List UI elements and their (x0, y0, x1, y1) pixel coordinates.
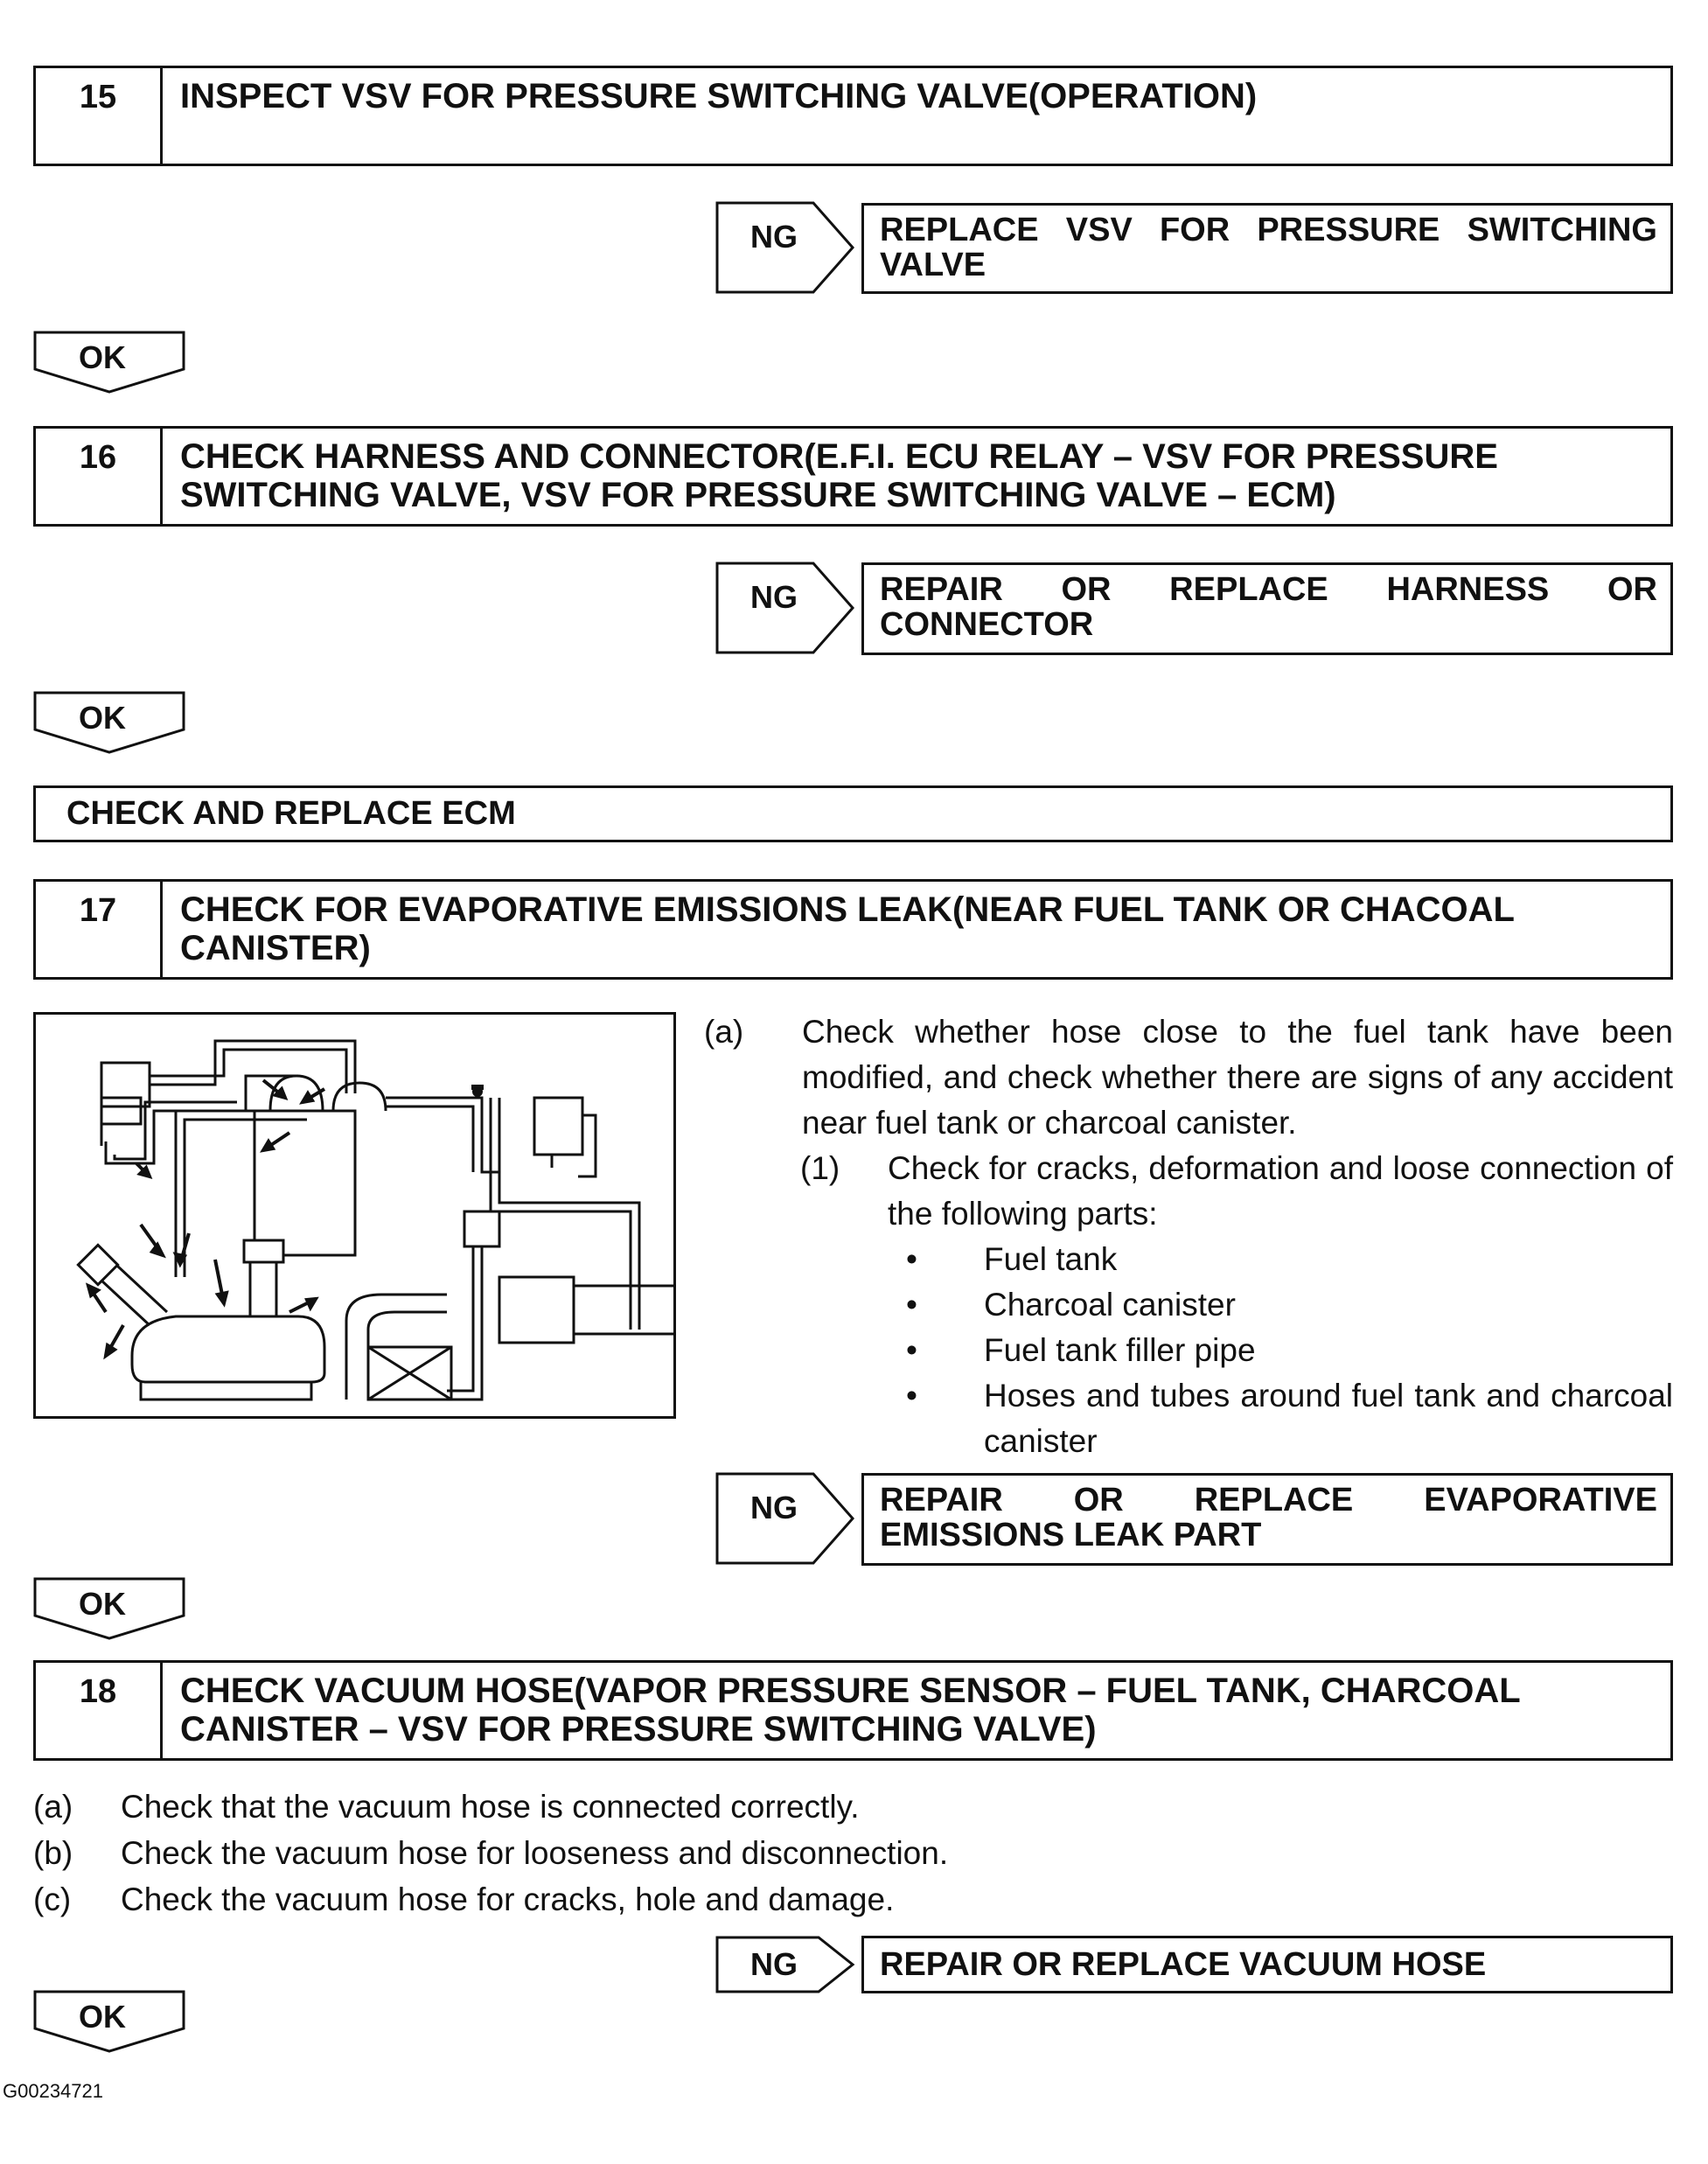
step-number: 17 (36, 882, 163, 977)
evap-system-diagram (33, 1012, 676, 1419)
step-17-header (33, 879, 1673, 980)
step-18-header (33, 1660, 1673, 1761)
step-number: 16 (36, 429, 163, 524)
figure-code: G00234721 (3, 2080, 103, 2102)
ok-label: OK (79, 1999, 126, 2035)
item-label: (b) (33, 1835, 73, 1871)
step17-item-a (704, 1009, 1673, 1149)
bullet-text: Fuel tank (984, 1241, 1118, 1277)
bullet-char: • (906, 1378, 917, 1414)
ok-label: OK (79, 700, 126, 736)
item-text: Check whether hose close to the fuel tank have been modified, and check whether there are signs of any accident near fuel tank or charcoal canister. (802, 1014, 1673, 1141)
ok-label: OK (79, 1586, 126, 1622)
step18-item-b (33, 1831, 1170, 1876)
ng-label: NG (750, 219, 798, 255)
step-title: INSPECT VSV FOR PRESSURE SWITCHING VALVE(OPERATION) (180, 77, 1258, 115)
subitem-label: (1) (800, 1150, 840, 1186)
step-number: 18 (36, 1663, 163, 1758)
ng-marker (715, 1936, 855, 1993)
subitem-text: Check for cracks, deformation and loose connection of the following parts: (888, 1150, 1673, 1232)
ng-label: NG (750, 1946, 798, 1982)
bullet-char: • (906, 1287, 917, 1323)
item-text: Check the vacuum hose for cracks, hole and damage. (121, 1881, 895, 1917)
bullet-text: Hoses and tubes around fuel tank and charcoal canister (984, 1378, 1673, 1459)
result-box-repair-vacuum-hose: REPAIR OR REPLACE VACUUM HOSE (861, 1936, 1673, 1993)
step-16-header (33, 426, 1673, 527)
evap-system-illustration (36, 1015, 673, 1416)
ng-marker (715, 562, 855, 654)
ok-marker (33, 691, 186, 754)
result-box-repair-evap-leak: REPAIR OR REPLACE EVAPORATIVE EMISSIONS LEAK PART (861, 1473, 1673, 1566)
ok-marker (33, 1990, 186, 2053)
bullet-text: Fuel tank filler pipe (984, 1332, 1256, 1368)
ng-marker (715, 1472, 855, 1565)
item-label: (a) (704, 1014, 744, 1050)
item-text: Check the vacuum hose for looseness and disconnection. (121, 1835, 949, 1871)
ok-label: OK (79, 339, 126, 375)
ok-marker (33, 1577, 186, 1640)
ng-marker (715, 201, 855, 294)
bullet-char: • (906, 1332, 917, 1368)
bullet-text: Charcoal canister (984, 1287, 1236, 1323)
step-title: CHECK FOR EVAPORATIVE EMISSIONS LEAK(NEAR FUEL TANK OR CHACOAL CANISTER) (180, 890, 1515, 967)
step-number: 15 (36, 68, 163, 164)
step17-subitem-1 (800, 1146, 1673, 1242)
ng-label: NG (750, 1490, 798, 1525)
step-title: CHECK HARNESS AND CONNECTOR(E.F.I. ECU RELAY – VSV FOR PRESSURE SWITCHING VALVE, VSV FOR PRESSURE SWITCHING VALVE – ECM) (180, 437, 1498, 514)
item-label: (c) (33, 1881, 72, 1917)
result-box-repair-harness: REPAIR OR REPLACE HARNESS OR CONNECTOR (861, 562, 1673, 655)
item-text: Check that the vacuum hose is connected correctly. (121, 1789, 860, 1825)
step17-bullet-list (901, 1237, 1673, 1473)
ok-marker (33, 331, 186, 394)
step18-item-c (33, 1877, 1170, 1923)
step-title: CHECK VACUUM HOSE(VAPOR PRESSURE SENSOR – FUEL TANK, CHARCOAL CANISTER – VSV FOR PRESSURE SWITCHING VALVE) (180, 1672, 1520, 1749)
bullet-char: • (906, 1241, 917, 1277)
result-box-replace-vsv: REPLACE VSV FOR PRESSURE SWITCHING VALVE (861, 203, 1673, 294)
check-replace-ecm-box: CHECK AND REPLACE ECM (33, 785, 1673, 842)
step-15-header (33, 66, 1673, 166)
step18-item-a (33, 1784, 1170, 1830)
ng-label: NG (750, 579, 798, 615)
item-label: (a) (33, 1789, 73, 1825)
